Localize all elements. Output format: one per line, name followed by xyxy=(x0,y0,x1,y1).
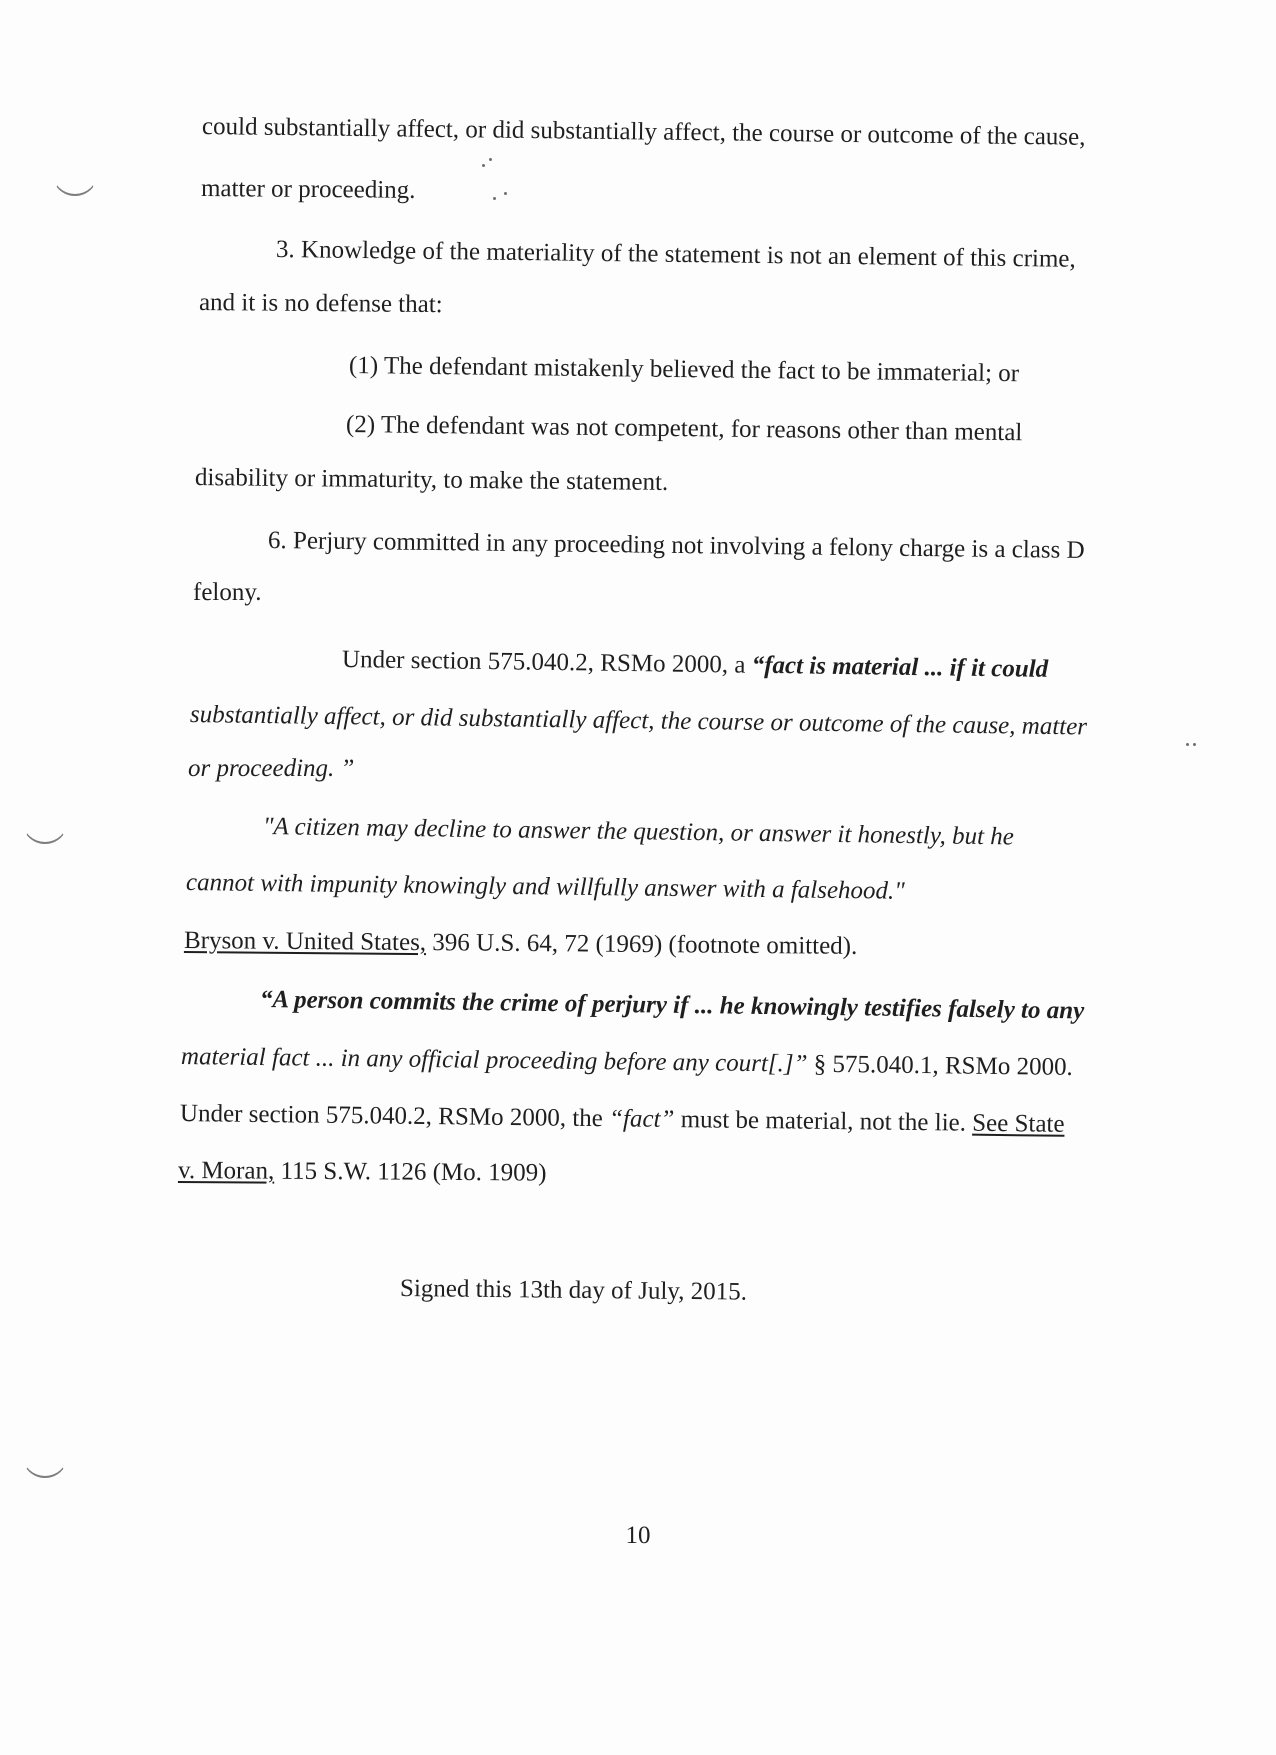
binder-hole-middle xyxy=(22,798,68,844)
text-run: 115 S.W. 1126 (Mo. 1909) xyxy=(274,1157,547,1187)
scan-speck xyxy=(1193,743,1196,746)
citation-line xyxy=(178,1156,547,1189)
case-name: See State xyxy=(972,1109,1065,1138)
text-line: matter or proceeding. xyxy=(200,175,416,204)
text-line: disability or immaturity, to make the statement. xyxy=(194,464,669,496)
text-line: (2) The defendant was not competent, for reasons other than mental xyxy=(345,411,1023,447)
text-line: (1) The defendant mistakenly believed the fact to be immaterial; or xyxy=(348,352,1020,388)
text-line: substantially affect, or did substantially affect, the course or outcome of the cause, matter xyxy=(189,701,1088,741)
text-line: could substantially affect, or did substantially affect, the course or outcome of the cause, xyxy=(201,113,1086,151)
text-run: must be material, not the lie. xyxy=(674,1106,973,1137)
text-line xyxy=(180,1099,1065,1140)
text-line: felony. xyxy=(193,579,262,606)
text-line: “A person commits the crime of perjury if ... he knowingly testifies falsely to any xyxy=(259,986,1085,1025)
text-line: cannot with impunity knowingly and willfully answer with a falsehood." xyxy=(185,869,905,905)
citation-line xyxy=(184,926,858,962)
italic-quote: “fact” xyxy=(608,1105,675,1134)
binder-hole-bottom xyxy=(22,1432,68,1478)
page-number: 10 xyxy=(625,1522,651,1549)
text-line xyxy=(342,645,1049,685)
binder-hole-top xyxy=(52,150,98,196)
text-line: and it is no defense that: xyxy=(198,289,443,319)
text-line xyxy=(181,1042,1073,1083)
signed-date: Signed this 13th day of July, 2015. xyxy=(399,1275,748,1306)
italic-quote: “fact is material ... if it could xyxy=(751,651,1049,683)
text-line: or proceeding. ” xyxy=(188,755,355,782)
text-run: Under section 575.040.2, RSMo 2000, the xyxy=(179,1100,610,1133)
case-name: v. Moran, xyxy=(177,1157,275,1185)
italic-quote: material fact ... in any official proceeding before any court[.]” xyxy=(180,1043,808,1078)
case-name: Bryson v. United States, xyxy=(183,927,427,957)
text-line: 6. Perjury committed in any proceeding not involving a felony charge is a class D xyxy=(267,527,1085,564)
text-run: § 575.040.1, RSMo 2000. xyxy=(807,1050,1073,1081)
text-line: 3. Knowledge of the materiality of the statement is not an element of this crime, xyxy=(275,236,1076,273)
scan-speck xyxy=(489,158,492,161)
scan-speck xyxy=(493,197,496,200)
text-run: 396 U.S. 64, 72 (1969) (footnote omitted). xyxy=(426,929,858,960)
scan-speck xyxy=(482,164,485,167)
scan-speck xyxy=(504,192,507,195)
scan-speck xyxy=(1186,743,1189,746)
text-line: "A citizen may decline to answer the question, or answer it honestly, but he xyxy=(262,813,1015,851)
text-run: Under section 575.040.2, RSMo 2000, a xyxy=(341,646,752,679)
